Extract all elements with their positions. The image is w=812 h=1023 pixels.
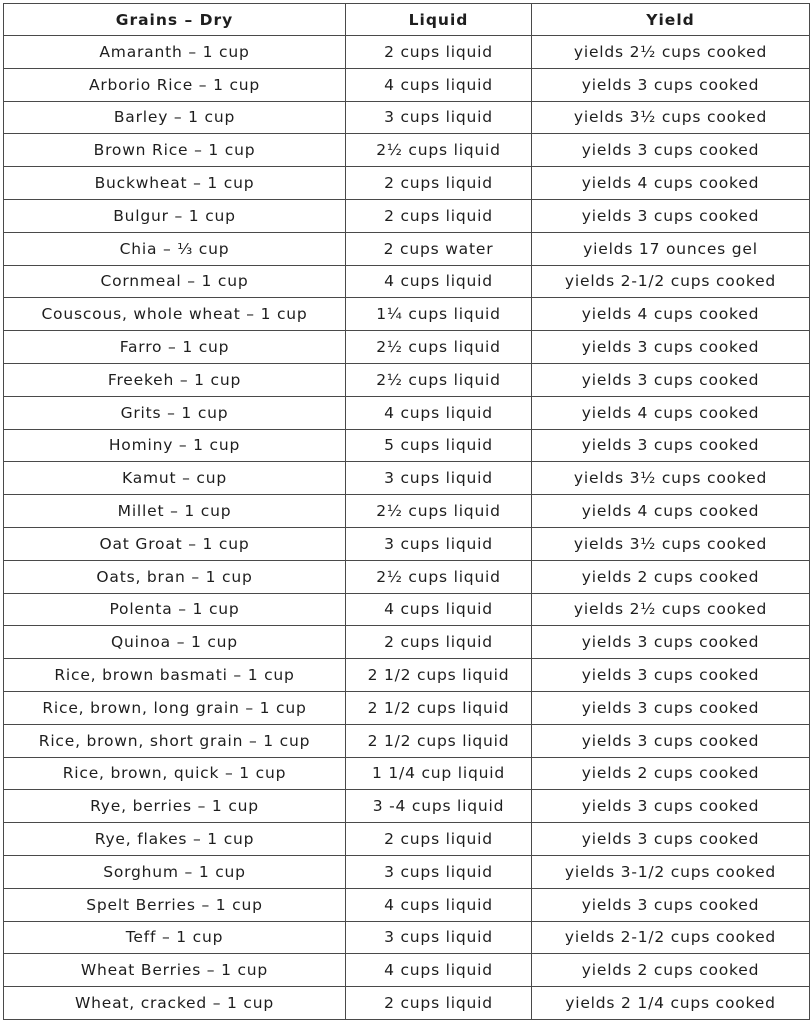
grain-cell: Teff – 1 cup xyxy=(4,921,346,954)
liquid-cell: 3 cups liquid xyxy=(346,462,532,495)
table-row xyxy=(4,101,810,134)
liquid-cell: 2 cups liquid xyxy=(346,987,532,1020)
yield-cell: yields 3 cups cooked xyxy=(532,659,810,692)
yield-cell: yields 4 cups cooked xyxy=(532,495,810,528)
liquid-cell: 2 cups liquid xyxy=(346,167,532,200)
table-row xyxy=(4,199,810,232)
yield-cell: yields 3 cups cooked xyxy=(532,790,810,823)
table-row xyxy=(4,36,810,69)
table-row xyxy=(4,331,810,364)
liquid-cell: 2 1/2 cups liquid xyxy=(346,724,532,757)
header-liquid: Liquid xyxy=(346,4,532,36)
yield-cell: yields 4 cups cooked xyxy=(532,396,810,429)
yield-cell: yields 2 cups cooked xyxy=(532,757,810,790)
grain-cell: Wheat, cracked – 1 cup xyxy=(4,987,346,1020)
table-row xyxy=(4,987,810,1020)
grain-cell: Chia – ⅓ cup xyxy=(4,232,346,265)
grain-cell: Sorghum – 1 cup xyxy=(4,855,346,888)
yield-cell: yields 3 cups cooked xyxy=(532,626,810,659)
yield-cell: yields 3 cups cooked xyxy=(532,691,810,724)
liquid-cell: 2½ cups liquid xyxy=(346,134,532,167)
table-row xyxy=(4,921,810,954)
grain-cell: Buckwheat – 1 cup xyxy=(4,167,346,200)
header-yield: Yield xyxy=(532,4,810,36)
yield-cell: yields 3 cups cooked xyxy=(532,429,810,462)
table-row xyxy=(4,462,810,495)
table-row xyxy=(4,954,810,987)
table-row xyxy=(4,429,810,462)
table-row xyxy=(4,855,810,888)
liquid-cell: 4 cups liquid xyxy=(346,396,532,429)
yield-cell: yields 3 cups cooked xyxy=(532,68,810,101)
yield-cell: yields 3½ cups cooked xyxy=(532,101,810,134)
table-row xyxy=(4,68,810,101)
table-row xyxy=(4,363,810,396)
table-row xyxy=(4,134,810,167)
liquid-cell: 2 cups liquid xyxy=(346,823,532,856)
grain-cell: Rice, brown basmati – 1 cup xyxy=(4,659,346,692)
liquid-cell: 2½ cups liquid xyxy=(346,331,532,364)
liquid-cell: 3 cups liquid xyxy=(346,921,532,954)
grain-cell: Quinoa – 1 cup xyxy=(4,626,346,659)
header-grains-dry: Grains – Dry xyxy=(4,4,346,36)
table-row xyxy=(4,888,810,921)
liquid-cell: 2½ cups liquid xyxy=(346,495,532,528)
grain-cell: Spelt Berries – 1 cup xyxy=(4,888,346,921)
liquid-cell: 4 cups liquid xyxy=(346,888,532,921)
grain-cell: Freekeh – 1 cup xyxy=(4,363,346,396)
liquid-cell: 4 cups liquid xyxy=(346,593,532,626)
liquid-cell: 4 cups liquid xyxy=(346,68,532,101)
table-row xyxy=(4,265,810,298)
yield-cell: yields 4 cups cooked xyxy=(532,298,810,331)
table-row xyxy=(4,232,810,265)
table-body xyxy=(4,36,810,1020)
yield-cell: yields 2 cups cooked xyxy=(532,954,810,987)
liquid-cell: 3 cups liquid xyxy=(346,855,532,888)
liquid-cell: 2 cups liquid xyxy=(346,626,532,659)
table-row xyxy=(4,167,810,200)
yield-cell: yields 3½ cups cooked xyxy=(532,462,810,495)
grain-cell: Cornmeal – 1 cup xyxy=(4,265,346,298)
liquid-cell: 2 1/2 cups liquid xyxy=(346,691,532,724)
table-row xyxy=(4,396,810,429)
table-row xyxy=(4,527,810,560)
grain-cell: Bulgur – 1 cup xyxy=(4,199,346,232)
table-row xyxy=(4,757,810,790)
grain-cell: Hominy – 1 cup xyxy=(4,429,346,462)
grain-cooking-table xyxy=(3,3,810,1020)
yield-cell: yields 3 cups cooked xyxy=(532,724,810,757)
yield-cell: yields 3-1/2 cups cooked xyxy=(532,855,810,888)
table-row xyxy=(4,593,810,626)
grain-cell: Oats, bran – 1 cup xyxy=(4,560,346,593)
liquid-cell: 3 -4 cups liquid xyxy=(346,790,532,823)
liquid-cell: 2½ cups liquid xyxy=(346,560,532,593)
liquid-cell: 2 cups liquid xyxy=(346,199,532,232)
table-row xyxy=(4,560,810,593)
liquid-cell: 2 cups liquid xyxy=(346,36,532,69)
yield-cell: yields 2½ cups cooked xyxy=(532,593,810,626)
grain-cell: Farro – 1 cup xyxy=(4,331,346,364)
liquid-cell: 4 cups liquid xyxy=(346,265,532,298)
liquid-cell: 2 1/2 cups liquid xyxy=(346,659,532,692)
yield-cell: yields 3 cups cooked xyxy=(532,363,810,396)
table-row xyxy=(4,790,810,823)
grain-cell: Polenta – 1 cup xyxy=(4,593,346,626)
table-row xyxy=(4,691,810,724)
yield-cell: yields 3 cups cooked xyxy=(532,331,810,364)
grain-cell: Wheat Berries – 1 cup xyxy=(4,954,346,987)
table-row xyxy=(4,724,810,757)
grain-cell: Arborio Rice – 1 cup xyxy=(4,68,346,101)
yield-cell: yields 2-1/2 cups cooked xyxy=(532,921,810,954)
grain-cell: Grits – 1 cup xyxy=(4,396,346,429)
yield-cell: yields 2½ cups cooked xyxy=(532,36,810,69)
table-row xyxy=(4,659,810,692)
table-row xyxy=(4,495,810,528)
grain-cell: Rice, brown, quick – 1 cup xyxy=(4,757,346,790)
table-row xyxy=(4,823,810,856)
liquid-cell: 5 cups liquid xyxy=(346,429,532,462)
yield-cell: yields 3 cups cooked xyxy=(532,134,810,167)
yield-cell: yields 3 cups cooked xyxy=(532,199,810,232)
liquid-cell: 2 cups water xyxy=(346,232,532,265)
liquid-cell: 1¼ cups liquid xyxy=(346,298,532,331)
grain-cell: Rice, brown, long grain – 1 cup xyxy=(4,691,346,724)
grain-cell: Amaranth – 1 cup xyxy=(4,36,346,69)
grain-cell: Oat Groat – 1 cup xyxy=(4,527,346,560)
grain-cell: Millet – 1 cup xyxy=(4,495,346,528)
grain-cell: Brown Rice – 1 cup xyxy=(4,134,346,167)
yield-cell: yields 3 cups cooked xyxy=(532,823,810,856)
grain-cell: Rye, berries – 1 cup xyxy=(4,790,346,823)
table-row xyxy=(4,626,810,659)
yield-cell: yields 3½ cups cooked xyxy=(532,527,810,560)
liquid-cell: 1 1/4 cup liquid xyxy=(346,757,532,790)
yield-cell: yields 17 ounces gel xyxy=(532,232,810,265)
table-header xyxy=(4,4,810,36)
grain-cell: Kamut – cup xyxy=(4,462,346,495)
yield-cell: yields 2-1/2 cups cooked xyxy=(532,265,810,298)
liquid-cell: 4 cups liquid xyxy=(346,954,532,987)
header-row xyxy=(4,4,810,36)
liquid-cell: 3 cups liquid xyxy=(346,527,532,560)
liquid-cell: 2½ cups liquid xyxy=(346,363,532,396)
table-row xyxy=(4,298,810,331)
grain-cell: Barley – 1 cup xyxy=(4,101,346,134)
grain-cell: Rye, flakes – 1 cup xyxy=(4,823,346,856)
yield-cell: yields 3 cups cooked xyxy=(532,888,810,921)
grain-cell: Rice, brown, short grain – 1 cup xyxy=(4,724,346,757)
yield-cell: yields 4 cups cooked xyxy=(532,167,810,200)
yield-cell: yields 2 1/4 cups cooked xyxy=(532,987,810,1020)
liquid-cell: 3 cups liquid xyxy=(346,101,532,134)
grain-cell: Couscous, whole wheat – 1 cup xyxy=(4,298,346,331)
yield-cell: yields 2 cups cooked xyxy=(532,560,810,593)
